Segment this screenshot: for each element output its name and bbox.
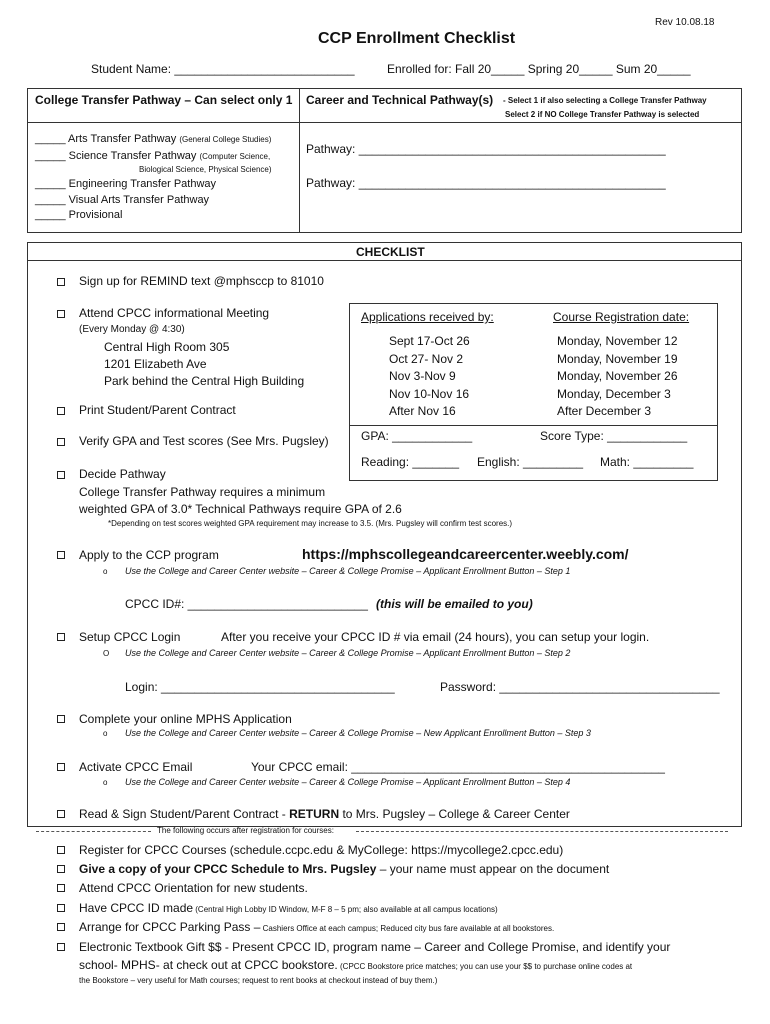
schedule-received-date: Nov 10-Nov 16 xyxy=(389,387,470,401)
setup-login-note: After you receive your CPCC ID # via email (24 hours), you can setup your login. xyxy=(221,630,650,644)
bullet-icon: o xyxy=(103,778,108,787)
page-title: CCP Enrollment Checklist xyxy=(318,30,516,47)
parking-pass-checkbox[interactable] xyxy=(57,923,65,931)
setup-login-item: Setup CPCC Login xyxy=(79,630,181,644)
student-name-field[interactable]: Student Name: ___________________________ xyxy=(91,62,355,76)
career-technical-header: Career and Technical Pathway(s) xyxy=(306,93,494,107)
career-technical-note-1: - Select 1 if also selecting a College Transfer Pathway xyxy=(503,96,707,105)
pathway-field-1[interactable]: Pathway: ______________________________________________ xyxy=(306,142,666,156)
schedule-registration-date: Monday, November 26 xyxy=(557,369,678,383)
print-contract-checkbox[interactable] xyxy=(57,407,65,415)
schedule-registration-date: Monday, December 3 xyxy=(557,387,671,401)
bullet-icon: O xyxy=(103,649,110,658)
activate-email-checkbox[interactable] xyxy=(57,763,65,771)
applications-received-header: Applications received by: xyxy=(361,310,494,324)
cpcc-id-note: (this will be emailed to you) xyxy=(376,597,533,611)
schedule-received-date: After Nov 16 xyxy=(389,404,456,418)
checklist-header-divider xyxy=(27,260,742,261)
science-transfer-option[interactable] xyxy=(35,150,270,162)
remind-checkbox[interactable] xyxy=(57,278,65,286)
visual-arts-transfer-option[interactable]: _____ Visual Arts Transfer Pathway xyxy=(35,194,210,206)
english-field[interactable]: English: _________ xyxy=(477,455,584,469)
setup-login-substep: Use the College and Career Center website – Career & College Promise – Applicant Enrollment Button – Step 2 xyxy=(125,648,571,658)
print-contract-item: Print Student/Parent Contract xyxy=(79,403,236,417)
textbook-gift-detail-1: school- MPHS- at check out at CPCC bookstore. (CPCC Bookstore price matches; you can use your $$ to purchase online codes at xyxy=(79,958,633,972)
post-registration-separator: The following occurs after registration for courses: xyxy=(157,826,334,835)
meeting-schedule: (Every Monday @ 4:30) xyxy=(79,324,185,335)
setup-login-checkbox[interactable] xyxy=(57,633,65,641)
password-field[interactable]: Password: _________________________________ xyxy=(440,680,720,694)
meeting-address-3: Park behind the Central High Building xyxy=(104,374,305,388)
orientation-checkbox[interactable] xyxy=(57,884,65,892)
career-technical-note-2: Select 2 if NO College Transfer Pathway is selected xyxy=(505,110,700,119)
parking-pass-item: Arrange for CPCC Parking Pass – Cashiers Office at each campus; Reduced city bus fare available at all bookstores. xyxy=(79,920,555,934)
decide-pathway-item: Decide Pathway xyxy=(79,467,166,481)
cpcc-id-field[interactable]: CPCC ID#: ___________________________ xyxy=(125,597,368,611)
ccp-website-link[interactable]: https://mphscollegeandcareercenter.weebly.com/ xyxy=(302,546,629,562)
pathway-field-2[interactable]: Pathway: ______________________________________________ xyxy=(306,176,666,190)
decide-pathway-detail-2: weighted GPA of 3.0* Technical Pathways require GPA of 2.6 xyxy=(79,502,402,516)
register-courses-checkbox[interactable] xyxy=(57,846,65,854)
attend-meeting-checkbox[interactable] xyxy=(57,310,65,318)
math-field[interactable]: Math: _________ xyxy=(600,455,694,469)
provisional-option[interactable]: _____ Provisional xyxy=(35,209,123,221)
read-sign-item: Read & Sign Student/Parent Contract - RETURN to Mrs. Pugsley – College & Career Center xyxy=(79,807,570,821)
reading-field[interactable]: Reading: _______ xyxy=(361,455,460,469)
gpa-note: *Depending on test scores weighted GPA requirement may increase to 3.5. (Mrs. Pugsley will confirm test scores.) xyxy=(108,519,513,528)
decide-pathway-checkbox[interactable] xyxy=(57,471,65,479)
meeting-address-1: Central High Room 305 xyxy=(104,340,230,354)
verify-gpa-item: Verify GPA and Test scores (See Mrs. Pugsley) xyxy=(79,434,329,448)
science-transfer-note-2: Biological Science, Physical Science) xyxy=(139,165,272,174)
schedule-registration-date: Monday, November 19 xyxy=(557,352,678,366)
checklist-header: CHECKLIST xyxy=(356,245,425,259)
arts-transfer-note: (General College Studies) xyxy=(179,135,272,144)
complete-application-substep: Use the College and Career Center website – Career & College Promise – New Applicant Enrollment Button – Step 3 xyxy=(125,728,591,738)
score-type-field[interactable]: Score Type: ____________ xyxy=(540,429,688,443)
bullet-icon: o xyxy=(103,567,108,576)
science-transfer-note: (Computer Science, xyxy=(199,152,271,161)
activate-email-substep: Use the College and Career Center website – Career & College Promise – Applicant Enrollment Button – Step 4 xyxy=(125,777,571,787)
apply-checkbox[interactable] xyxy=(57,551,65,559)
decide-pathway-detail-1: College Transfer Pathway requires a minimum xyxy=(79,485,326,499)
arts-transfer-label: _____ Arts Transfer Pathway xyxy=(35,133,177,145)
orientation-item: Attend CPCC Orientation for new students. xyxy=(79,881,308,895)
give-schedule-item: Give a copy of your CPCC Schedule to Mrs. Pugsley – your name must appear on the document xyxy=(79,862,610,876)
pathways-column-divider xyxy=(299,88,300,233)
schedule-divider xyxy=(349,425,718,426)
textbook-gift-checkbox[interactable] xyxy=(57,943,65,951)
textbook-gift-item: Electronic Textbook Gift $$ - Present CPCC ID, program name – Career and College Promise, and identify your xyxy=(79,940,671,954)
gpa-field[interactable]: GPA: ____________ xyxy=(361,429,473,443)
id-made-item: Have CPCC ID made (Central High Lobby ID Window, M-F 8 – 5 pm; also available at all campus locations) xyxy=(79,901,498,915)
id-made-checkbox[interactable] xyxy=(57,904,65,912)
enrolled-for-field[interactable]: Enrolled for: Fall 20_____ Spring 20_____ Sum 20_____ xyxy=(387,62,691,76)
complete-application-item: Complete your online MPHS Application xyxy=(79,712,292,726)
separator-line-right xyxy=(356,831,728,832)
login-field[interactable]: Login: ___________________________________ xyxy=(125,680,395,694)
revision-label: Rev 10.08.18 xyxy=(655,17,715,28)
register-courses-item: Register for CPCC Courses (schedule.ccpc.edu & MyCollege: https://mycollege2.cpcc.edu) xyxy=(79,843,564,857)
course-registration-header: Course Registration date: xyxy=(553,310,690,324)
engineering-transfer-option[interactable]: _____ Engineering Transfer Pathway xyxy=(35,178,217,190)
read-sign-checkbox[interactable] xyxy=(57,810,65,818)
remind-item: Sign up for REMIND text @mphsccp to 81010 xyxy=(79,274,324,288)
give-schedule-checkbox[interactable] xyxy=(57,865,65,873)
science-transfer-label: _____ Science Transfer Pathway xyxy=(35,150,197,162)
activate-email-item: Activate CPCC Email xyxy=(79,760,193,774)
arts-transfer-option[interactable] xyxy=(35,133,271,145)
apply-item: Apply to the CCP program xyxy=(79,548,219,562)
complete-application-checkbox[interactable] xyxy=(57,715,65,723)
meeting-address-2: 1201 Elizabeth Ave xyxy=(104,357,207,371)
schedule-registration-date: Monday, November 12 xyxy=(557,334,678,348)
verify-gpa-checkbox[interactable] xyxy=(57,438,65,446)
schedule-registration-date: After December 3 xyxy=(557,404,652,418)
attend-meeting-item: Attend CPCC informational Meeting xyxy=(79,306,270,320)
textbook-gift-detail-2: the Bookstore – very useful for Math courses; request to rent books at checkout instead of buy them.) xyxy=(79,976,438,985)
separator-line-left xyxy=(36,831,151,832)
schedule-received-date: Nov 3-Nov 9 xyxy=(389,369,456,383)
bullet-icon: o xyxy=(103,729,108,738)
cpcc-email-field[interactable]: Your CPCC email: _______________________________________________ xyxy=(251,760,665,774)
schedule-received-date: Oct 27- Nov 2 xyxy=(389,352,464,366)
apply-substep: Use the College and Career Center website – Career & College Promise – Applicant Enrollment Button – Step 1 xyxy=(125,566,571,576)
pathways-divider xyxy=(27,122,742,123)
schedule-received-date: Sept 17-Oct 26 xyxy=(389,334,470,348)
college-transfer-header: College Transfer Pathway – Can select only 1 xyxy=(35,93,293,107)
